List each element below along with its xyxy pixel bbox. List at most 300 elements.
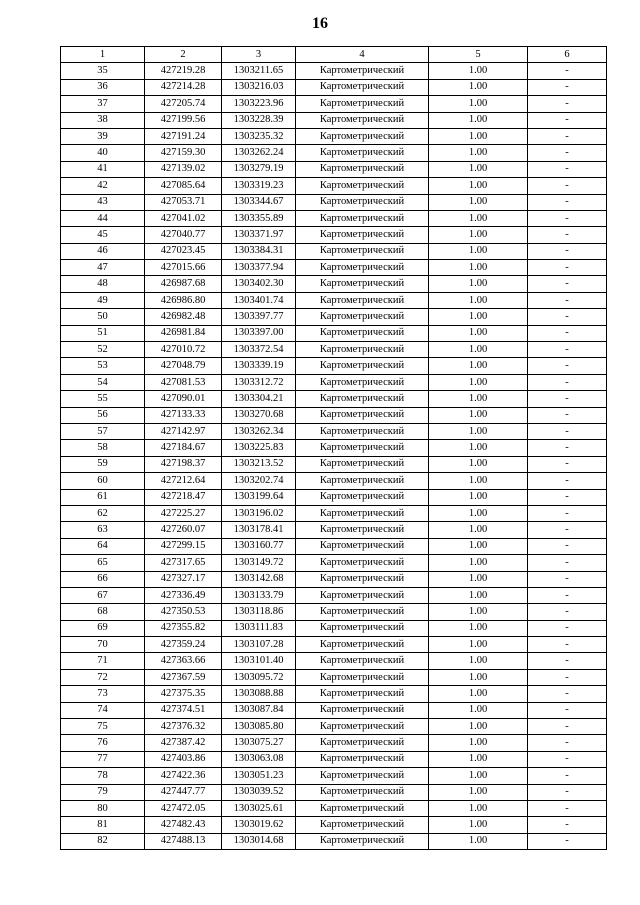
accuracy-cell: 1.00 bbox=[429, 243, 528, 259]
method-cell: Картометрический bbox=[296, 325, 429, 341]
header-cell-5: 5 bbox=[429, 47, 528, 63]
x-coordinate-cell: 427327.17 bbox=[145, 571, 222, 587]
method-cell: Картометрический bbox=[296, 735, 429, 751]
table-row bbox=[61, 702, 607, 718]
note-cell: - bbox=[528, 161, 607, 177]
table-row bbox=[61, 260, 607, 276]
x-coordinate-cell: 427015.66 bbox=[145, 260, 222, 276]
accuracy-cell: 1.00 bbox=[429, 423, 528, 439]
y-coordinate-cell: 1303202.74 bbox=[222, 473, 296, 489]
x-coordinate-cell: 426986.80 bbox=[145, 292, 222, 308]
y-coordinate-cell: 1303228.39 bbox=[222, 112, 296, 128]
accuracy-cell: 1.00 bbox=[429, 194, 528, 210]
point-number-cell: 79 bbox=[61, 784, 145, 800]
note-cell: - bbox=[528, 587, 607, 603]
note-cell: - bbox=[528, 555, 607, 571]
table-row bbox=[61, 587, 607, 603]
method-cell: Картометрический bbox=[296, 63, 429, 79]
table-row bbox=[61, 817, 607, 833]
method-cell: Картометрический bbox=[296, 145, 429, 161]
y-coordinate-cell: 1303087.84 bbox=[222, 702, 296, 718]
y-coordinate-cell: 1303223.96 bbox=[222, 96, 296, 112]
point-number-cell: 61 bbox=[61, 489, 145, 505]
y-coordinate-cell: 1303149.72 bbox=[222, 555, 296, 571]
point-number-cell: 60 bbox=[61, 473, 145, 489]
y-coordinate-cell: 1303377.94 bbox=[222, 260, 296, 276]
accuracy-cell: 1.00 bbox=[429, 374, 528, 390]
y-coordinate-cell: 1303355.89 bbox=[222, 210, 296, 226]
x-coordinate-cell: 427219.28 bbox=[145, 63, 222, 79]
x-coordinate-cell: 427214.28 bbox=[145, 79, 222, 95]
y-coordinate-cell: 1303088.88 bbox=[222, 686, 296, 702]
y-coordinate-cell: 1303270.68 bbox=[222, 407, 296, 423]
method-cell: Картометрический bbox=[296, 194, 429, 210]
table-row bbox=[61, 505, 607, 521]
x-coordinate-cell: 427133.33 bbox=[145, 407, 222, 423]
point-number-cell: 78 bbox=[61, 768, 145, 784]
note-cell: - bbox=[528, 833, 607, 849]
accuracy-cell: 1.00 bbox=[429, 538, 528, 554]
table-row bbox=[61, 128, 607, 144]
method-cell: Картометрический bbox=[296, 587, 429, 603]
accuracy-cell: 1.00 bbox=[429, 210, 528, 226]
x-coordinate-cell: 427363.66 bbox=[145, 653, 222, 669]
x-coordinate-cell: 427447.77 bbox=[145, 784, 222, 800]
x-coordinate-cell: 427199.56 bbox=[145, 112, 222, 128]
table-row bbox=[61, 538, 607, 554]
method-cell: Картометрический bbox=[296, 128, 429, 144]
note-cell: - bbox=[528, 751, 607, 767]
table-row bbox=[61, 374, 607, 390]
point-number-cell: 80 bbox=[61, 800, 145, 816]
note-cell: - bbox=[528, 768, 607, 784]
method-cell: Картометрический bbox=[296, 210, 429, 226]
point-number-cell: 51 bbox=[61, 325, 145, 341]
point-number-cell: 63 bbox=[61, 522, 145, 538]
accuracy-cell: 1.00 bbox=[429, 227, 528, 243]
note-cell: - bbox=[528, 276, 607, 292]
y-coordinate-cell: 1303014.68 bbox=[222, 833, 296, 849]
x-coordinate-cell: 427040.77 bbox=[145, 227, 222, 243]
table-row bbox=[61, 653, 607, 669]
table-row bbox=[61, 210, 607, 226]
method-cell: Картометрический bbox=[296, 440, 429, 456]
y-coordinate-cell: 1303312.72 bbox=[222, 374, 296, 390]
point-number-cell: 81 bbox=[61, 817, 145, 833]
note-cell: - bbox=[528, 669, 607, 685]
point-number-cell: 82 bbox=[61, 833, 145, 849]
x-coordinate-cell: 427317.65 bbox=[145, 555, 222, 571]
point-number-cell: 56 bbox=[61, 407, 145, 423]
accuracy-cell: 1.00 bbox=[429, 833, 528, 849]
accuracy-cell: 1.00 bbox=[429, 653, 528, 669]
point-number-cell: 41 bbox=[61, 161, 145, 177]
table-row bbox=[61, 63, 607, 79]
table-row bbox=[61, 112, 607, 128]
y-coordinate-cell: 1303401.74 bbox=[222, 292, 296, 308]
table-row bbox=[61, 325, 607, 341]
table-row bbox=[61, 178, 607, 194]
accuracy-cell: 1.00 bbox=[429, 128, 528, 144]
note-cell: - bbox=[528, 817, 607, 833]
table-row bbox=[61, 669, 607, 685]
table-body bbox=[61, 63, 607, 850]
note-cell: - bbox=[528, 374, 607, 390]
x-coordinate-cell: 427260.07 bbox=[145, 522, 222, 538]
header-cell-3: 3 bbox=[222, 47, 296, 63]
table-row bbox=[61, 292, 607, 308]
method-cell: Картометрический bbox=[296, 112, 429, 128]
y-coordinate-cell: 1303075.27 bbox=[222, 735, 296, 751]
x-coordinate-cell: 427023.45 bbox=[145, 243, 222, 259]
point-number-cell: 65 bbox=[61, 555, 145, 571]
accuracy-cell: 1.00 bbox=[429, 669, 528, 685]
note-cell: - bbox=[528, 637, 607, 653]
note-cell: - bbox=[528, 538, 607, 554]
table-row bbox=[61, 96, 607, 112]
note-cell: - bbox=[528, 489, 607, 505]
x-coordinate-cell: 427387.42 bbox=[145, 735, 222, 751]
point-number-cell: 68 bbox=[61, 604, 145, 620]
note-cell: - bbox=[528, 96, 607, 112]
table-row bbox=[61, 686, 607, 702]
accuracy-cell: 1.00 bbox=[429, 178, 528, 194]
point-number-cell: 42 bbox=[61, 178, 145, 194]
point-number-cell: 45 bbox=[61, 227, 145, 243]
x-coordinate-cell: 427142.97 bbox=[145, 423, 222, 439]
table-row bbox=[61, 489, 607, 505]
accuracy-cell: 1.00 bbox=[429, 112, 528, 128]
point-number-cell: 55 bbox=[61, 391, 145, 407]
y-coordinate-cell: 1303402.30 bbox=[222, 276, 296, 292]
y-coordinate-cell: 1303160.77 bbox=[222, 538, 296, 554]
page-number: 16 bbox=[312, 15, 328, 32]
accuracy-cell: 1.00 bbox=[429, 456, 528, 472]
x-coordinate-cell: 427159.30 bbox=[145, 145, 222, 161]
x-coordinate-cell: 427184.67 bbox=[145, 440, 222, 456]
point-number-cell: 75 bbox=[61, 719, 145, 735]
x-coordinate-cell: 427048.79 bbox=[145, 358, 222, 374]
coordinates-table bbox=[60, 46, 607, 850]
point-number-cell: 48 bbox=[61, 276, 145, 292]
note-cell: - bbox=[528, 194, 607, 210]
note-cell: - bbox=[528, 620, 607, 636]
table-row bbox=[61, 555, 607, 571]
accuracy-cell: 1.00 bbox=[429, 63, 528, 79]
method-cell: Картометрический bbox=[296, 751, 429, 767]
method-cell: Картометрический bbox=[296, 260, 429, 276]
x-coordinate-cell: 427218.47 bbox=[145, 489, 222, 505]
table-row bbox=[61, 571, 607, 587]
note-cell: - bbox=[528, 702, 607, 718]
accuracy-cell: 1.00 bbox=[429, 522, 528, 538]
x-coordinate-cell: 427010.72 bbox=[145, 342, 222, 358]
accuracy-cell: 1.00 bbox=[429, 800, 528, 816]
point-number-cell: 59 bbox=[61, 456, 145, 472]
point-number-cell: 58 bbox=[61, 440, 145, 456]
point-number-cell: 73 bbox=[61, 686, 145, 702]
table-row bbox=[61, 456, 607, 472]
accuracy-cell: 1.00 bbox=[429, 276, 528, 292]
note-cell: - bbox=[528, 440, 607, 456]
table-row bbox=[61, 784, 607, 800]
table-row bbox=[61, 358, 607, 374]
x-coordinate-cell: 427198.37 bbox=[145, 456, 222, 472]
note-cell: - bbox=[528, 391, 607, 407]
y-coordinate-cell: 1303216.03 bbox=[222, 79, 296, 95]
point-number-cell: 49 bbox=[61, 292, 145, 308]
y-coordinate-cell: 1303107.28 bbox=[222, 637, 296, 653]
note-cell: - bbox=[528, 784, 607, 800]
method-cell: Картометрический bbox=[296, 604, 429, 620]
y-coordinate-cell: 1303196.02 bbox=[222, 505, 296, 521]
table-row bbox=[61, 735, 607, 751]
note-cell: - bbox=[528, 358, 607, 374]
accuracy-cell: 1.00 bbox=[429, 686, 528, 702]
point-number-cell: 37 bbox=[61, 96, 145, 112]
table-row bbox=[61, 276, 607, 292]
x-coordinate-cell: 427367.59 bbox=[145, 669, 222, 685]
table-row bbox=[61, 194, 607, 210]
accuracy-cell: 1.00 bbox=[429, 342, 528, 358]
accuracy-cell: 1.00 bbox=[429, 260, 528, 276]
point-number-cell: 35 bbox=[61, 63, 145, 79]
method-cell: Картометрический bbox=[296, 833, 429, 849]
accuracy-cell: 1.00 bbox=[429, 358, 528, 374]
method-cell: Картометрический bbox=[296, 161, 429, 177]
y-coordinate-cell: 1303211.65 bbox=[222, 63, 296, 79]
accuracy-cell: 1.00 bbox=[429, 817, 528, 833]
accuracy-cell: 1.00 bbox=[429, 751, 528, 767]
accuracy-cell: 1.00 bbox=[429, 571, 528, 587]
x-coordinate-cell: 427225.27 bbox=[145, 505, 222, 521]
y-coordinate-cell: 1303101.40 bbox=[222, 653, 296, 669]
method-cell: Картометрический bbox=[296, 538, 429, 554]
accuracy-cell: 1.00 bbox=[429, 784, 528, 800]
point-number-cell: 74 bbox=[61, 702, 145, 718]
table-row bbox=[61, 604, 607, 620]
header-cell-2: 2 bbox=[145, 47, 222, 63]
table-row bbox=[61, 161, 607, 177]
note-cell: - bbox=[528, 735, 607, 751]
accuracy-cell: 1.00 bbox=[429, 768, 528, 784]
method-cell: Картометрический bbox=[296, 555, 429, 571]
note-cell: - bbox=[528, 178, 607, 194]
accuracy-cell: 1.00 bbox=[429, 719, 528, 735]
method-cell: Картометрический bbox=[296, 407, 429, 423]
table-row bbox=[61, 309, 607, 325]
note-cell: - bbox=[528, 79, 607, 95]
accuracy-cell: 1.00 bbox=[429, 637, 528, 653]
point-number-cell: 72 bbox=[61, 669, 145, 685]
table-header bbox=[61, 47, 607, 63]
note-cell: - bbox=[528, 243, 607, 259]
accuracy-cell: 1.00 bbox=[429, 735, 528, 751]
y-coordinate-cell: 1303319.23 bbox=[222, 178, 296, 194]
y-coordinate-cell: 1303111.83 bbox=[222, 620, 296, 636]
header-cell-6: 6 bbox=[528, 47, 607, 63]
point-number-cell: 47 bbox=[61, 260, 145, 276]
point-number-cell: 38 bbox=[61, 112, 145, 128]
y-coordinate-cell: 1303063.08 bbox=[222, 751, 296, 767]
y-coordinate-cell: 1303372.54 bbox=[222, 342, 296, 358]
y-coordinate-cell: 1303344.67 bbox=[222, 194, 296, 210]
method-cell: Картометрический bbox=[296, 79, 429, 95]
table-row bbox=[61, 522, 607, 538]
note-cell: - bbox=[528, 604, 607, 620]
y-coordinate-cell: 1303051.23 bbox=[222, 768, 296, 784]
point-number-cell: 67 bbox=[61, 587, 145, 603]
y-coordinate-cell: 1303371.97 bbox=[222, 227, 296, 243]
x-coordinate-cell: 427139.02 bbox=[145, 161, 222, 177]
x-coordinate-cell: 427403.86 bbox=[145, 751, 222, 767]
y-coordinate-cell: 1303397.77 bbox=[222, 309, 296, 325]
table-row bbox=[61, 637, 607, 653]
method-cell: Картометрический bbox=[296, 522, 429, 538]
point-number-cell: 62 bbox=[61, 505, 145, 521]
table-row bbox=[61, 719, 607, 735]
x-coordinate-cell: 426982.48 bbox=[145, 309, 222, 325]
note-cell: - bbox=[528, 342, 607, 358]
note-cell: - bbox=[528, 112, 607, 128]
note-cell: - bbox=[528, 260, 607, 276]
method-cell: Картометрический bbox=[296, 784, 429, 800]
accuracy-cell: 1.00 bbox=[429, 79, 528, 95]
point-number-cell: 64 bbox=[61, 538, 145, 554]
method-cell: Картометрический bbox=[296, 456, 429, 472]
note-cell: - bbox=[528, 292, 607, 308]
point-number-cell: 44 bbox=[61, 210, 145, 226]
y-coordinate-cell: 1303133.79 bbox=[222, 587, 296, 603]
point-number-cell: 69 bbox=[61, 620, 145, 636]
y-coordinate-cell: 1303095.72 bbox=[222, 669, 296, 685]
accuracy-cell: 1.00 bbox=[429, 620, 528, 636]
x-coordinate-cell: 427299.15 bbox=[145, 538, 222, 554]
header-row bbox=[61, 47, 607, 63]
point-number-cell: 57 bbox=[61, 423, 145, 439]
table-row bbox=[61, 473, 607, 489]
table-row bbox=[61, 243, 607, 259]
accuracy-cell: 1.00 bbox=[429, 505, 528, 521]
x-coordinate-cell: 427374.51 bbox=[145, 702, 222, 718]
y-coordinate-cell: 1303235.32 bbox=[222, 128, 296, 144]
point-number-cell: 71 bbox=[61, 653, 145, 669]
method-cell: Картометрический bbox=[296, 96, 429, 112]
table-row bbox=[61, 423, 607, 439]
x-coordinate-cell: 426987.68 bbox=[145, 276, 222, 292]
point-number-cell: 40 bbox=[61, 145, 145, 161]
table-row bbox=[61, 342, 607, 358]
x-coordinate-cell: 427350.53 bbox=[145, 604, 222, 620]
y-coordinate-cell: 1303085.80 bbox=[222, 719, 296, 735]
x-coordinate-cell: 427081.53 bbox=[145, 374, 222, 390]
method-cell: Картометрический bbox=[296, 571, 429, 587]
note-cell: - bbox=[528, 325, 607, 341]
table-row bbox=[61, 145, 607, 161]
accuracy-cell: 1.00 bbox=[429, 473, 528, 489]
header-cell-4: 4 bbox=[296, 47, 429, 63]
accuracy-cell: 1.00 bbox=[429, 440, 528, 456]
x-coordinate-cell: 426981.84 bbox=[145, 325, 222, 341]
x-coordinate-cell: 427205.74 bbox=[145, 96, 222, 112]
accuracy-cell: 1.00 bbox=[429, 325, 528, 341]
table-row bbox=[61, 768, 607, 784]
note-cell: - bbox=[528, 145, 607, 161]
y-coordinate-cell: 1303213.52 bbox=[222, 456, 296, 472]
method-cell: Картометрический bbox=[296, 620, 429, 636]
table-row bbox=[61, 227, 607, 243]
note-cell: - bbox=[528, 719, 607, 735]
y-coordinate-cell: 1303262.24 bbox=[222, 145, 296, 161]
table-row bbox=[61, 751, 607, 767]
method-cell: Картометрический bbox=[296, 309, 429, 325]
method-cell: Картометрический bbox=[296, 686, 429, 702]
method-cell: Картометрический bbox=[296, 374, 429, 390]
x-coordinate-cell: 427422.36 bbox=[145, 768, 222, 784]
table-row bbox=[61, 620, 607, 636]
x-coordinate-cell: 427090.01 bbox=[145, 391, 222, 407]
x-coordinate-cell: 427488.13 bbox=[145, 833, 222, 849]
method-cell: Картометрический bbox=[296, 653, 429, 669]
method-cell: Картометрический bbox=[296, 342, 429, 358]
accuracy-cell: 1.00 bbox=[429, 145, 528, 161]
note-cell: - bbox=[528, 456, 607, 472]
point-number-cell: 66 bbox=[61, 571, 145, 587]
note-cell: - bbox=[528, 128, 607, 144]
point-number-cell: 39 bbox=[61, 128, 145, 144]
y-coordinate-cell: 1303339.19 bbox=[222, 358, 296, 374]
method-cell: Картометрический bbox=[296, 227, 429, 243]
y-coordinate-cell: 1303039.52 bbox=[222, 784, 296, 800]
x-coordinate-cell: 427376.32 bbox=[145, 719, 222, 735]
table-row bbox=[61, 833, 607, 849]
note-cell: - bbox=[528, 227, 607, 243]
point-number-cell: 77 bbox=[61, 751, 145, 767]
y-coordinate-cell: 1303178.41 bbox=[222, 522, 296, 538]
method-cell: Картометрический bbox=[296, 505, 429, 521]
y-coordinate-cell: 1303025.61 bbox=[222, 800, 296, 816]
note-cell: - bbox=[528, 63, 607, 79]
x-coordinate-cell: 427482.43 bbox=[145, 817, 222, 833]
note-cell: - bbox=[528, 571, 607, 587]
x-coordinate-cell: 427359.24 bbox=[145, 637, 222, 653]
method-cell: Картометрический bbox=[296, 702, 429, 718]
y-coordinate-cell: 1303279.19 bbox=[222, 161, 296, 177]
x-coordinate-cell: 427212.64 bbox=[145, 473, 222, 489]
point-number-cell: 76 bbox=[61, 735, 145, 751]
x-coordinate-cell: 427085.64 bbox=[145, 178, 222, 194]
point-number-cell: 43 bbox=[61, 194, 145, 210]
table-row bbox=[61, 79, 607, 95]
x-coordinate-cell: 427472.05 bbox=[145, 800, 222, 816]
method-cell: Картометрический bbox=[296, 178, 429, 194]
table-row bbox=[61, 800, 607, 816]
x-coordinate-cell: 427355.82 bbox=[145, 620, 222, 636]
note-cell: - bbox=[528, 653, 607, 669]
x-coordinate-cell: 427375.35 bbox=[145, 686, 222, 702]
table-row bbox=[61, 391, 607, 407]
note-cell: - bbox=[528, 210, 607, 226]
y-coordinate-cell: 1303304.21 bbox=[222, 391, 296, 407]
y-coordinate-cell: 1303199.64 bbox=[222, 489, 296, 505]
note-cell: - bbox=[528, 407, 607, 423]
x-coordinate-cell: 427191.24 bbox=[145, 128, 222, 144]
accuracy-cell: 1.00 bbox=[429, 555, 528, 571]
y-coordinate-cell: 1303118.86 bbox=[222, 604, 296, 620]
point-number-cell: 53 bbox=[61, 358, 145, 374]
table-row bbox=[61, 440, 607, 456]
accuracy-cell: 1.00 bbox=[429, 407, 528, 423]
